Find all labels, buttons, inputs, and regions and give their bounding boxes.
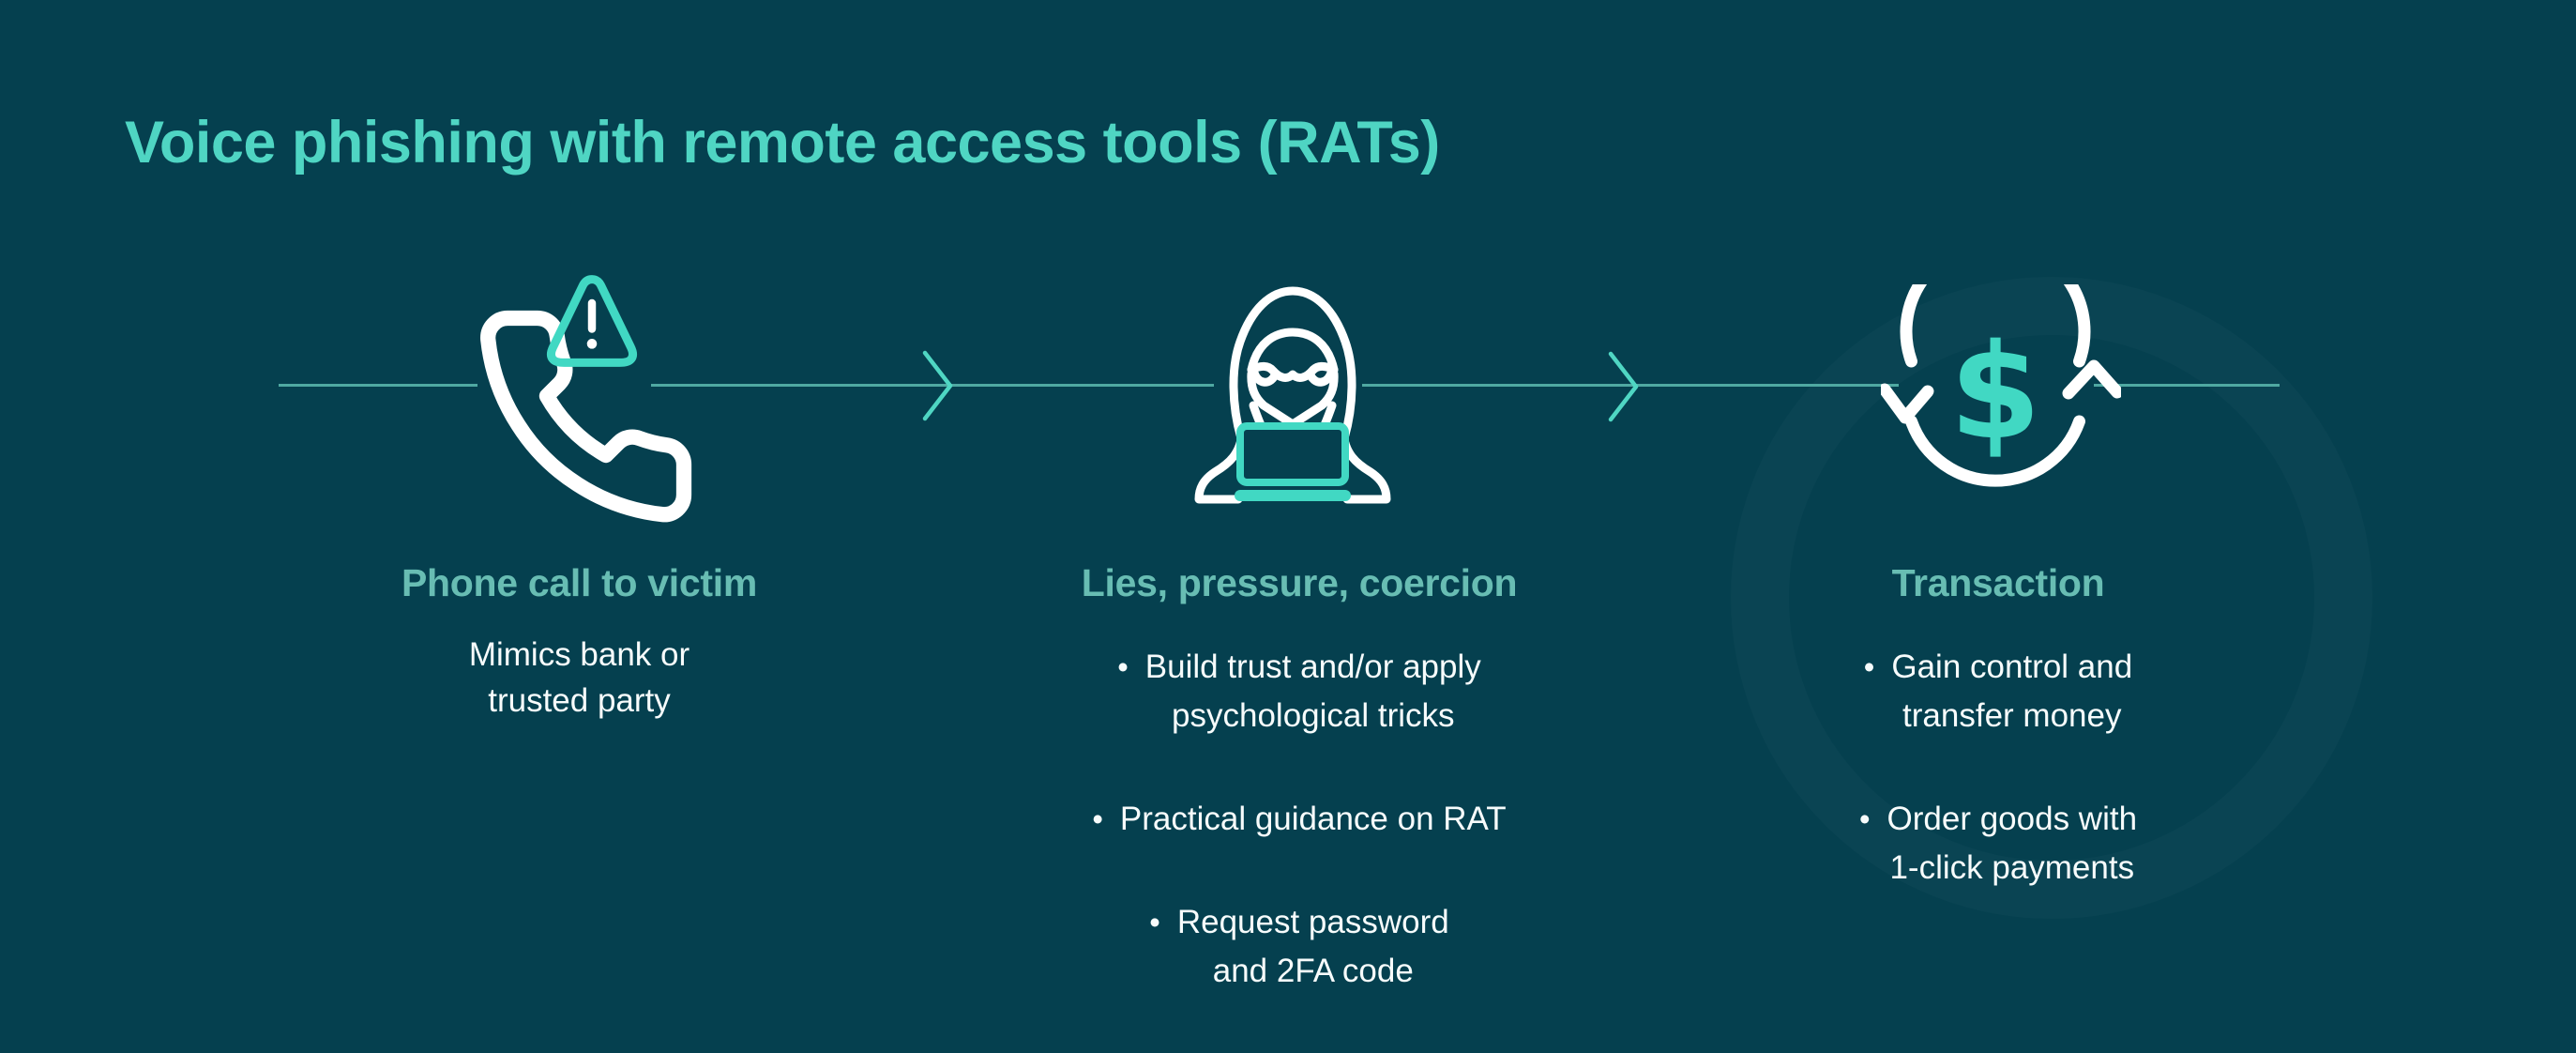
laptop-screen-icon [1240,426,1345,482]
bullet-dot: • [1863,649,1875,685]
bullet-item [996,643,1602,740]
bullet-text [1887,795,2138,893]
bullet-line: Request password [1176,904,1449,941]
flow-arrow-icon [1608,351,1640,422]
bullet-line: Gain control and [1891,649,2133,686]
bullet-dot: • [1117,649,1129,685]
description-line: trusted party [488,682,671,720]
bullet-line: Practical guidance on RAT [1119,801,1507,838]
step-description [277,632,882,724]
step-phone-call [277,561,882,724]
bullet-dot: • [1092,801,1103,837]
bullet-text [1891,643,2132,740]
flow-line-segment [279,384,477,387]
bullet-text [1177,898,1449,996]
step-lies-pressure-coercion [996,561,1602,996]
bullet-text [1120,795,1507,844]
bullet-dot: • [1149,905,1160,940]
step-heading: Transaction [1891,561,2105,604]
arrow-up-icon [2068,366,2117,393]
bullet-text [1145,643,1481,740]
hooded-scammer-icon [1173,274,1413,514]
flow-line-segment [2094,384,2280,387]
bullet-line: Order goods with [1887,801,2138,838]
bullet-item [996,898,1602,996]
bullet-dot: • [1858,801,1871,837]
arrow-down-icon [1885,389,1928,418]
bullet-line: and 2FA code [1212,953,1414,990]
bullet-line: 1-click payments [1889,849,2135,887]
flow-arrow-icon [922,350,954,421]
laptop-base-icon [1235,490,1351,501]
money-transfer-cycle-icon [1881,284,2121,502]
glasses-icon [1251,366,1334,377]
bullet-line: transfer money [1902,697,2122,735]
step-transaction [1695,561,2301,893]
step-heading: Lies, pressure, coercion [1081,561,1518,604]
description-line: Mimics bank or [468,636,690,674]
warning-triangle-icon [540,268,644,374]
dollar-icon: $ [1949,316,2041,469]
bullet-line: Build trust and/or apply [1144,649,1481,686]
page-title: Voice phishing with remote access tools (RATs) [125,110,1440,176]
bullet-line: psychological tricks [1172,697,1455,735]
bullet-item [1695,643,2301,740]
bullet-item [996,795,1602,844]
bullet-item [1695,795,2301,893]
step-heading: Phone call to victim [401,561,758,604]
